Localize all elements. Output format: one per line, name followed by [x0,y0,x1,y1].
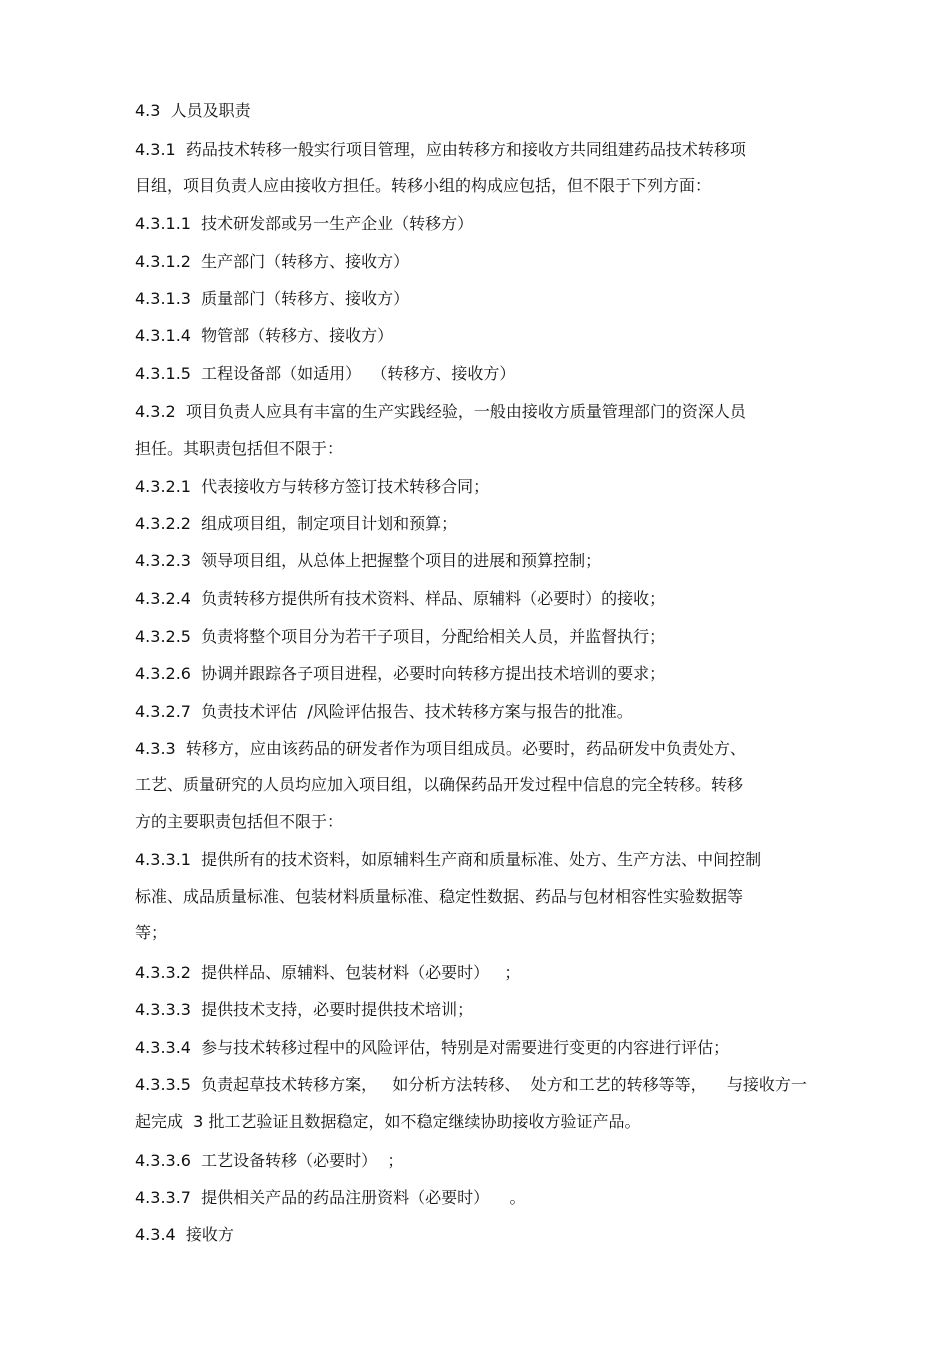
item-4-3-3-6: 4.3.3.6 工艺设备转移（必要时） ； [135,1151,404,1170]
item-4-3-2-1: 4.3.2.1 代表接收方与转移方签订技术转移合同； [135,477,490,496]
item-4-3-3-5-line-1: 4.3.3.5 负责起草技术转移方案， 如分析方法转移、 处方和工艺的转移等等， 与接收方一 [135,1075,807,1094]
item-4-3-2-2: 4.3.2.2 组成项目组，制定项目计划和预算； [135,514,458,533]
paragraph-4-3-3-line-1: 4.3.3 转移方，应由该药品的研发者作为项目组成员。必要时，药品研发中负责处方、 [135,739,746,758]
paragraph-4-3-1-line-1: 4.3.1 药品技术转移一般实行项目管理，应由转移方和接收方共同组建药品技术转移项 [135,140,746,159]
item-4-3-3-4: 4.3.3.4 参与技术转移过程中的风险评估，特别是对需要进行变更的内容进行评估； [135,1038,730,1057]
item-4-3-2-5: 4.3.2.5 负责将整个项目分为若干子项目，分配给相关人员，并监督执行； [135,627,666,646]
paragraph-4-3-2-line-1: 4.3.2 项目负责人应具有丰富的生产实践经验，一般由接收方质量管理部门的资深人员 [135,402,746,421]
item-4-3-3-5-line-2: 起完成 3 批工艺验证且数据稳定，如不稳定继续协助接收方验证产品。 [135,1112,641,1131]
paragraph-4-3-3-line-3: 方的主要职责包括但不限于： [135,812,344,831]
item-4-3-1-4: 4.3.1.4 物管部（转移方、接收方） [135,326,394,345]
item-4-3-3-3: 4.3.3.3 提供技术支持，必要时提供技术培训； [135,1000,474,1019]
item-4-3-1-2: 4.3.1.2 生产部门（转移方、接收方） [135,252,410,271]
item-4-3-2-4: 4.3.2.4 负责转移方提供所有技术资料、样品、原辅料（必要时）的接收； [135,589,666,608]
item-4-3-3-1-line-3: 等； [135,923,168,942]
section-heading-4-3-4: 4.3.4 接收方 [135,1225,234,1244]
item-4-3-2-7: 4.3.2.7 负责技术评估 /风险评估报告、技术转移方案与报告的批准。 [135,702,633,721]
item-4-3-1-1: 4.3.1.1 技术研发部或另一生产企业（转移方） [135,214,474,233]
item-4-3-3-7: 4.3.3.7 提供相关产品的药品注册资料（必要时） 。 [135,1188,526,1207]
item-4-3-2-3: 4.3.2.3 领导项目组，从总体上把握整个项目的进展和预算控制； [135,551,602,570]
item-4-3-1-3: 4.3.1.3 质量部门（转移方、接收方） [135,289,410,308]
item-4-3-2-6: 4.3.2.6 协调并跟踪各子项目进程，必要时向转移方提出技术培训的要求； [135,664,666,683]
paragraph-4-3-1-line-2: 目组，项目负责人应由接收方担任。转移小组的构成应包括，但不限于下列方面： [135,176,712,195]
item-4-3-3-2: 4.3.3.2 提供样品、原辅料、包装材料（必要时） ； [135,963,521,982]
paragraph-4-3-3-line-2: 工艺、质量研究的人员均应加入项目组，以确保药品开发过程中信息的完全转移。转移 [135,775,744,794]
item-4-3-3-1-line-1: 4.3.3.1 提供所有的技术资料，如原辅料生产商和质量标准、处方、生产方法、中间控制 [135,850,762,869]
item-4-3-3-1-line-2: 标准、成品质量标准、包装材料质量标准、稳定性数据、药品与包材相容性实验数据等 [135,887,744,906]
paragraph-4-3-2-line-2: 担任。其职责包括但不限于： [135,439,344,458]
section-heading-4-3: 4.3 人员及职责 [135,101,251,120]
item-4-3-1-5: 4.3.1.5 工程设备部（如适用） （转移方、接收方） [135,364,516,383]
